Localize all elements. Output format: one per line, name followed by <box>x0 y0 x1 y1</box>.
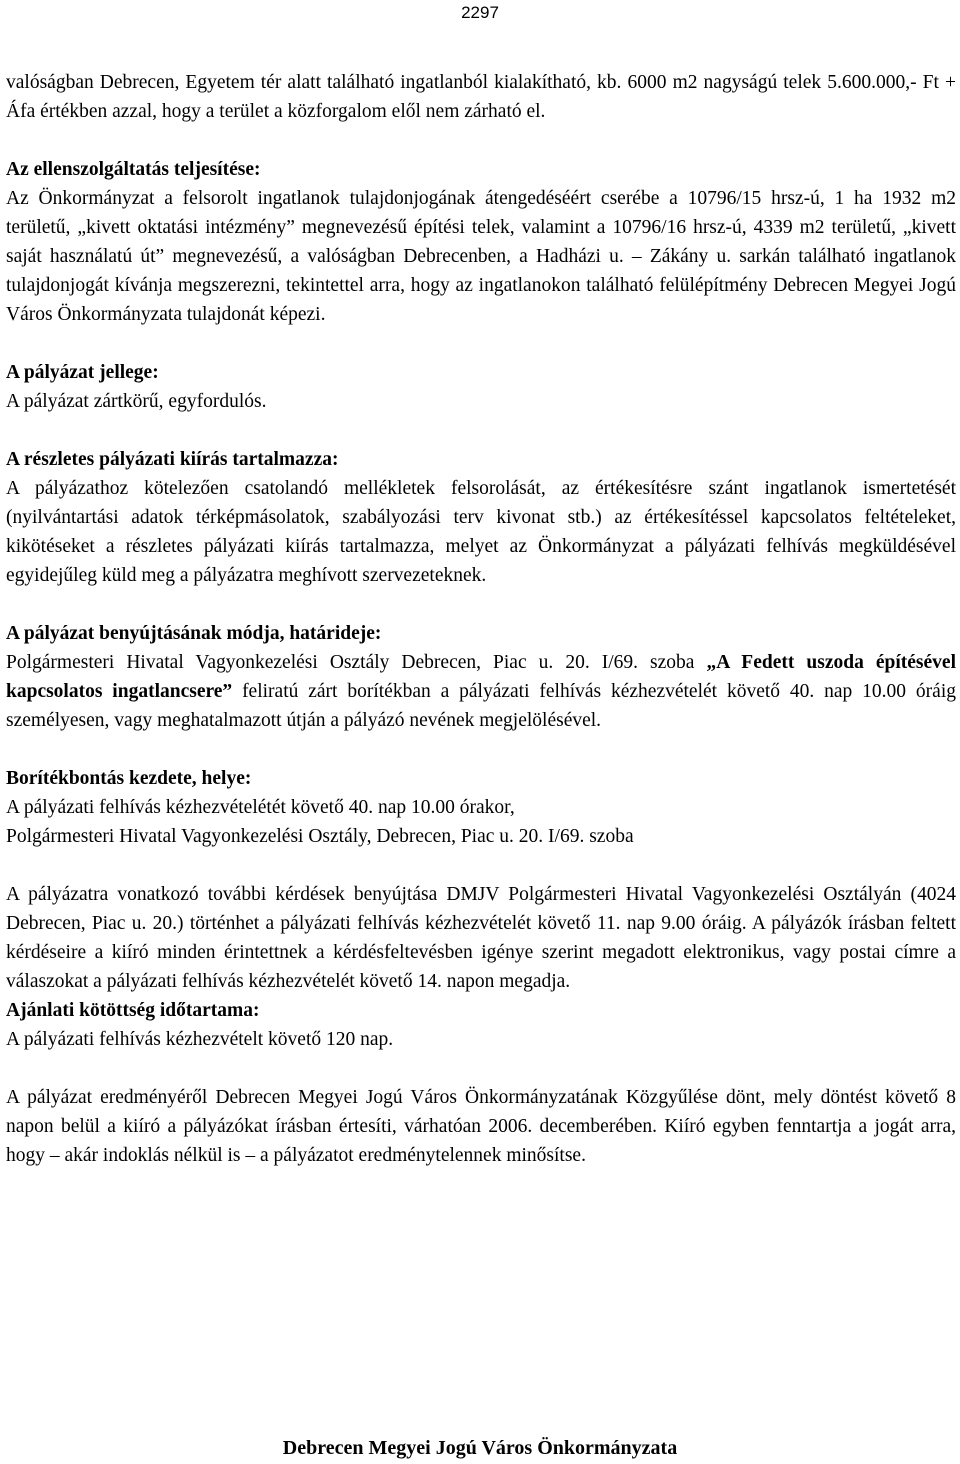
section-text <box>6 648 956 735</box>
eredmeny-section <box>6 1083 956 1170</box>
section-heading: A pályázat jellege: <box>6 362 159 383</box>
ellenszolgaltatas-section <box>6 155 956 329</box>
section-line-2: Polgármesteri Hivatal Vagyonkezelési Osztály, Debrecen, Piac u. 20. I/69. szoba <box>6 826 634 847</box>
section-heading: Az ellenszolgáltatás teljesítése: <box>6 159 261 180</box>
section-line-1: A pályázati felhívás kézhezvételétét követő 40. nap 10.00 órakor, <box>6 797 515 818</box>
boritekbontas-section <box>6 764 956 851</box>
benyujtas-section <box>6 619 956 735</box>
section-text: A pályázat eredményéről Debrecen Megyei Jogú Város Önkormányzatának Közgyűlése dönt, mely döntést követő 8 napon belül a kiíró a pályázókat írásban értesíti, várhatóan 2006. decemberében. Kiíró egyben fenntartja a jogát arra, hogy – akár indoklás nélkül is – a pályázatot eredménytelennek minősítse. <box>6 1087 956 1166</box>
section-text: A pályázatra vonatkozó további kérdések benyújtása DMJV Polgármesteri Hivatal Vagyonkezelési Osztályán (4024 Debrecen, Piac u. 20.) történhet a pályázati felhívás kézhezvételét követő 11. nap 9.00 óráig. A pályázók írásban feltett kérdéseire a kiíró minden érintettnek a kérdésfeltevésben igénye szerint megadott elektronikus, vagy postai címre a válaszokat a pályázati felhívás kézhezvételét követő 14. napon megadja. <box>6 884 956 992</box>
section-heading: A részletes pályázati kiírás tartalmazza: <box>6 449 339 470</box>
jelleg-section <box>6 358 956 416</box>
text-after: feliratú zárt borítékban a pályázati felhívás kézhezvételét követő 40. nap 10.00 óráig személyesen, vagy meghatalmazott útján a pályázó nevének megjelölésével. <box>6 681 956 731</box>
section-heading: A pályázat benyújtásának módja, határideje: <box>6 623 382 644</box>
reszletes-section <box>6 445 956 590</box>
document-body <box>6 68 956 1170</box>
section-text: A pályázati felhívás kézhezvételt követő 120 nap. <box>6 1029 394 1050</box>
intro-paragraph: valóságban Debrecen, Egyetem tér alatt található ingatlanból kialakítható, kb. 6000 m2 nagyságú telek 5.600.000,- Ft + Áfa értékben azzal, hogy a terület a közforgalom elől nem zárható el. <box>6 72 956 122</box>
text-before: Polgármesteri Hivatal Vagyonkezelési Osztály Debrecen, Piac u. 20. I/69. szoba <box>6 652 707 673</box>
kerdesek-section <box>6 880 956 996</box>
section-text: A pályázathoz kötelezően csatolandó mellékletek felsorolását, az értékesítésre szánt ingatlanok ismertetését (nyilvántartási adatok térképmásolatok, szabályozási terv kivonat stb.) az értékesítéssel kapcsolatos feltételeket, kikötéseket a részletes pályázati kiírás tartalmazza, melyet az Önkormányzat a pályázati felhívás megküldésével egyidejűleg küld meg a pályázatra meghívott szervezeteknek. <box>6 478 956 586</box>
footer-signature: Debrecen Megyei Jogú Város Önkormányzata <box>282 1437 678 1459</box>
kotottseg-section <box>6 996 956 1054</box>
page-number: 2297 <box>461 3 499 22</box>
section-heading: Borítékbontás kezdete, helye: <box>6 768 252 789</box>
section-text: Az Önkormányzat a felsorolt ingatlanok tulajdonjogának átengedéséért cserébe a 10796/15 hrsz-ú, 1 ha 1932 m2 területű, „kivett oktatási intézmény” megnevezésű építési telek, valamint a 10796/16 hrsz-ú, 4339 m2 területű, „kivett saját használatú út” megnevezésű, a valóságban Debrecenben, a Hadházi u. – Zákány u. sarkán található ingatlanok tulajdonjogát kívánja megszerezni, tekintettel arra, hogy az ingatlanokon található felülépítmény Debrecen Megyei Jogú Város Önkormányzata tulajdonát képezi. <box>6 188 956 325</box>
envelope-label: „A Fedett uszoda építésével kapcsolatos ingatlancsere” <box>6 652 956 702</box>
section-heading: Ajánlati kötöttség időtartama: <box>6 1000 260 1021</box>
section-text: A pályázat zártkörű, egyfordulós. <box>6 391 267 412</box>
